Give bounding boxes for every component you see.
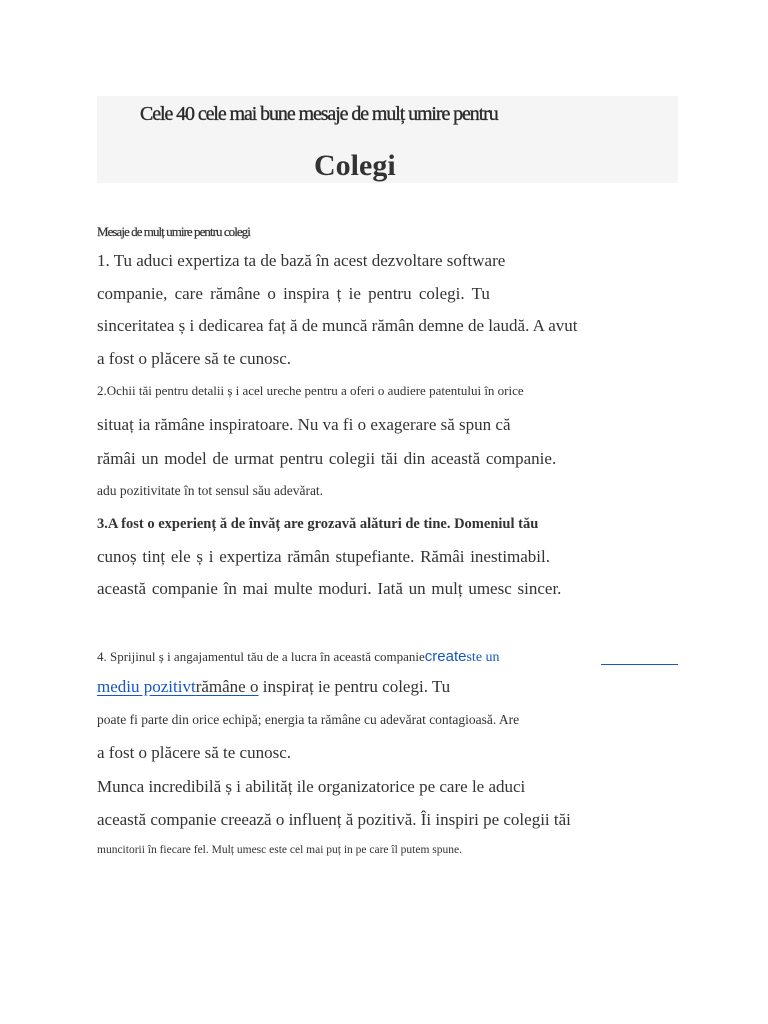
message-3-line-2: cunoș tinț ele ș i expertiza rămân stupefiante. Rămâi inestimabil.: [97, 547, 551, 566]
page-title-word: Colegi: [314, 149, 396, 182]
inline-link-create[interactable]: create: [424, 648, 467, 665]
message-2-line-4: adu pozitivitate în tot sensul său adevărat.: [97, 483, 324, 498]
message-4-intro: 4. Sprijinul ș i angajamentul tău de a lucra în această companie: [97, 649, 425, 664]
message-4-line-4: a fost o plăcere să te cunosc.: [97, 743, 291, 762]
message-2-line-2: situaț ia rămâne inspiratoare. Nu va fi o exagerare să spun că: [97, 415, 511, 434]
link-underline[interactable]: [601, 664, 678, 665]
title-banner: [97, 96, 678, 183]
message-1-line-4: a fost o plăcere să te cunosc.: [97, 349, 291, 368]
message-4-line-1: [97, 648, 500, 667]
section-subtitle: Mesaje de mulț umire pentru colegi: [97, 224, 250, 239]
message-2-line-3: rămâi un model de urmat pentru colegii tăi din această companie.: [97, 449, 557, 468]
message-3-line-3: această companie în mai multe moduri. Iată un mulț umesc sincer.: [97, 579, 562, 598]
message-4-line-2-rest: inspiraț ie pentru colegi. Tu: [258, 677, 451, 696]
message-4-line-2: [97, 676, 450, 698]
message-4-line-6: această companie creează o influenț ă pozitivă. Îi inspiri pe colegii tăi: [97, 810, 571, 829]
message-4-line-3: poate fi parte din orice echipă; energia ta rămâne cu adevărat contagioasă. Are: [97, 712, 520, 727]
message-4-line-7: muncitorii în fiecare fel. Mulț umesc este cel mai puț in pe care îl putem spune.: [97, 844, 463, 856]
message-2-line-1: 2.Ochii tăi pentru detalii ș i acel ureche pentru a oferi o audiere patentului în orice: [97, 383, 524, 398]
message-1-line-2: companie, care rămâne o inspira ț ie pentru colegi. Tu: [97, 284, 490, 303]
page-title: Cele 40 cele mai bune mesaje de mulț umire pentru: [140, 103, 498, 125]
message-3-line-1: 3.A fost o experienț ă de învăț are grozavă alături de tine. Domeniul tău: [97, 516, 539, 532]
inline-link-mediu-pozitiv[interactable]: mediu pozitivt: [97, 677, 196, 696]
message-1-line-3: sinceritatea ș i dedicarea faț ă de muncă rămân demne de laudă. A avut: [97, 316, 578, 335]
inline-link-continuation[interactable]: ste un: [466, 650, 500, 665]
underlined-text: rămâne o: [195, 677, 259, 696]
message-1-line-1: 1. Tu aduci expertiza ta de bază în acest dezvoltare software: [97, 251, 506, 270]
message-4-line-5: Munca incredibilă ș i abilităț ile organizatorice pe care le aduci: [97, 777, 526, 796]
